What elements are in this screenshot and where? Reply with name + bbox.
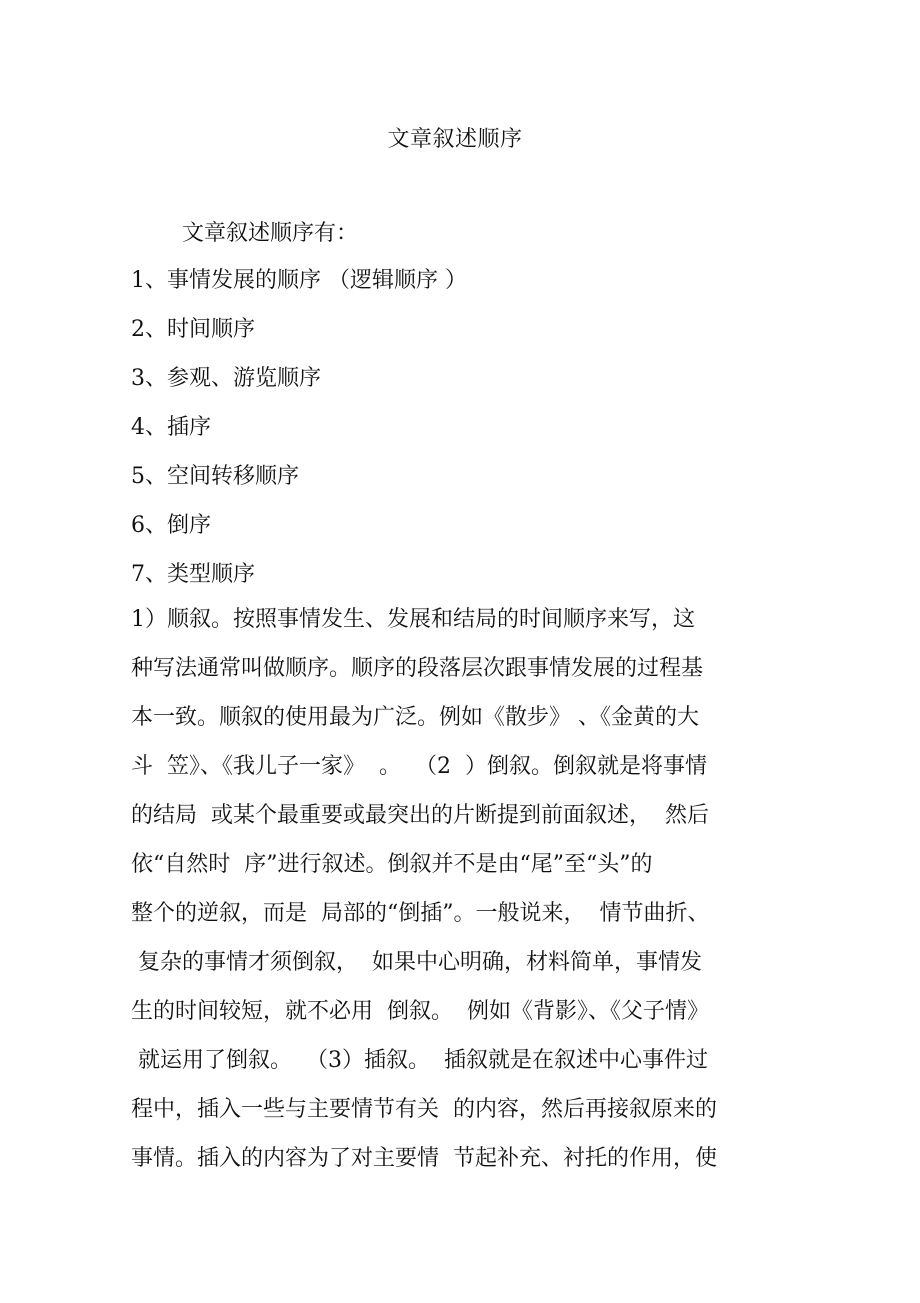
document-title: 文章叙述顺序 [387, 127, 523, 152]
order-list [131, 265, 467, 608]
body-line: 生的时间较短，就不必用 倒叙。 例如《背影》、《父子情》 [131, 999, 709, 1024]
body-line: 整个的逆叙，而是 局部的“倒插”。一般说来， 情节曲折、 [131, 901, 710, 926]
body-line: 斗 笠》、《我儿子一家》 。 （2 ）倒叙。倒叙就是将事情 [131, 754, 707, 779]
list-item: 5、空间转移顺序 [131, 464, 299, 489]
body-line: 就运用了倒叙。 （3）插叙。 插叙就是在叙述中心事件过 [131, 1048, 708, 1073]
intro-text: 文章叙述顺序有： [182, 221, 359, 246]
body-line: 本一致。顺叙的使用最为广泛。例如《散步》 、《金黄的大 [131, 705, 699, 730]
list-item: 4、插序 [131, 415, 211, 440]
list-item: 3、参观、游览顺序 [131, 366, 321, 391]
list-item: 2、时间顺序 [131, 317, 255, 342]
body-line: 事情。插入的内容为了对主要情 节起补充、衬托的作用，使 [131, 1146, 717, 1171]
body-line: 依“自然时 序”进行叙述。倒叙并不是由“尾”至“头”的 [131, 852, 653, 877]
body-line: 复杂的事情才须倒叙， 如果中心明确，材料简单，事情发 [131, 950, 702, 975]
list-item: 1、事情发展的顺序 （逻辑顺序 ） [131, 268, 467, 293]
body-line: 种写法通常叫做顺序。顺序的段落层次跟事情发展的过程基 [131, 656, 704, 681]
body-line: 程中，插入一些与主要情节有关 的内容，然后再接叙原来的 [131, 1097, 717, 1122]
body-line: 1）顺叙。按照事情发生、发展和结局的时间顺序来写，这 [131, 607, 695, 632]
body-line: 的结局 或某个最重要或最突出的片断提到前面叙述， 然后 [131, 803, 709, 828]
list-item: 6、倒序 [131, 513, 211, 538]
list-item: 7、类型顺序 [131, 562, 255, 587]
body-paragraph [131, 604, 781, 1192]
